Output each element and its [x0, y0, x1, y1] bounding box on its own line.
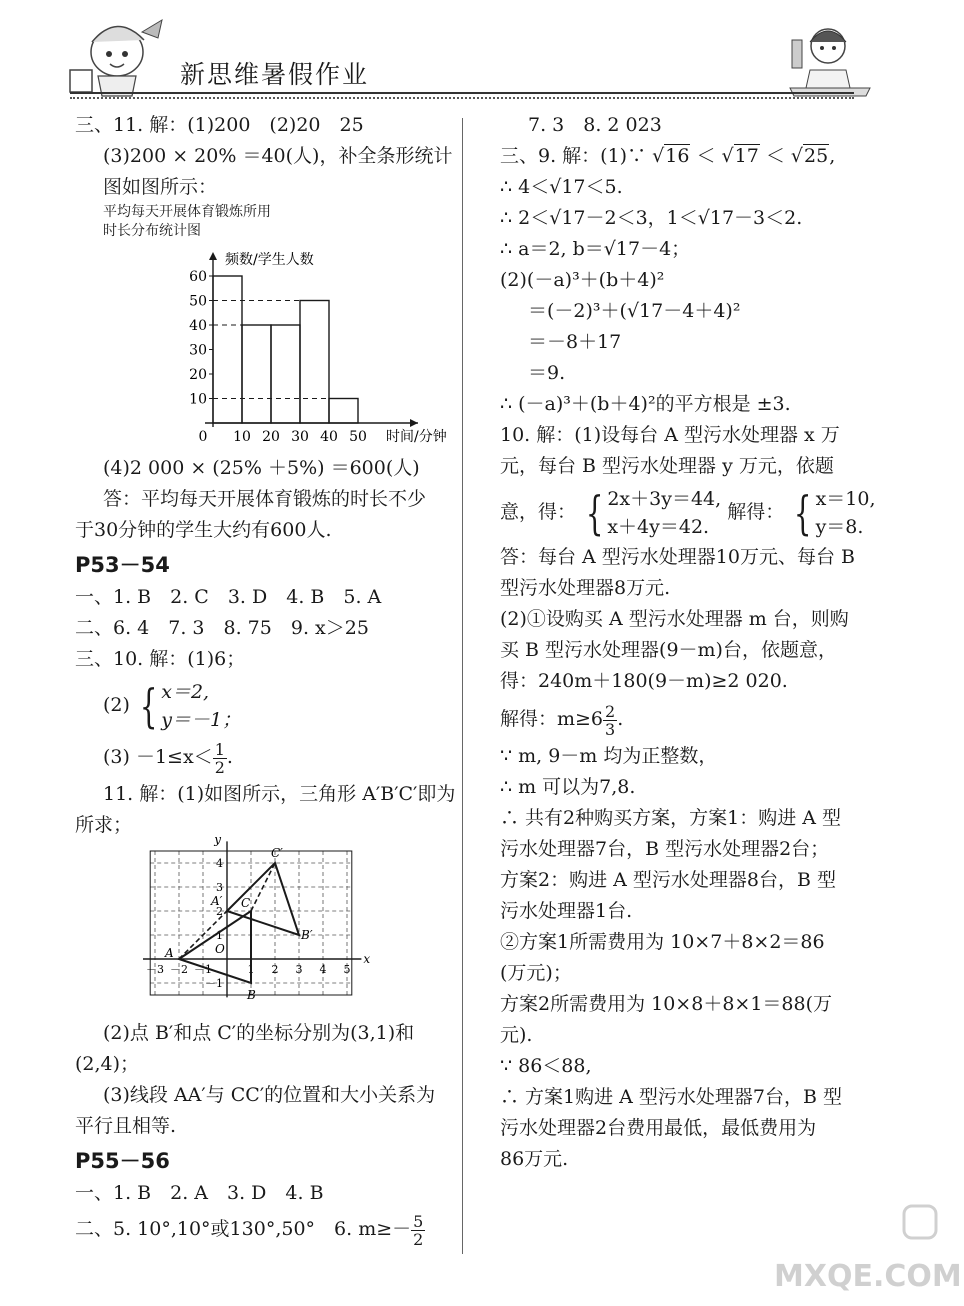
r-line-2: ∴ 4＜√17＜5.: [500, 176, 623, 198]
coordinate-plane: [146, 832, 397, 1012]
brace-icon: {: [794, 486, 812, 540]
p53-part1: 一、1. B 2. C 3. D 4. B 5. A: [75, 586, 382, 608]
header-dotted-rule: [70, 97, 854, 99]
x-tick-label: －1: [194, 963, 212, 976]
equation-system: [136, 678, 241, 734]
r-line-26: (万元)；: [500, 962, 572, 984]
r-line-31: 污水处理器2台费用最低，最低费用为: [500, 1117, 817, 1139]
triangle-A1B1C1: [227, 863, 299, 935]
page-title: 新思维暑假作业: [180, 60, 370, 89]
r-line-21: ∴ 共有2种购买方案，方案1：购进 A 型: [500, 807, 842, 829]
chart-title-line1: 平均每天开展体育锻炼所用: [103, 204, 271, 220]
p55-part2-text: 二、5. 10°,10°或130°,50° 6. m≥－: [75, 1218, 412, 1240]
y-tick-label: －1: [205, 977, 223, 990]
bar-chart: [103, 241, 447, 453]
p55-part1: 一、1. B 2. A 3. D 4. B: [75, 1182, 324, 1204]
r-line-16: 买 B 型污水处理器(9－m)台，依题意，: [500, 639, 837, 661]
x-tick-label: 50: [349, 429, 367, 445]
p53-q10-part2-label: (2): [103, 694, 130, 716]
r-line-7: ＝－8＋17: [528, 331, 622, 353]
x-tick-label: －3: [146, 963, 164, 976]
x-tick-label: 0: [198, 429, 208, 445]
x-tick-label: 20: [262, 429, 280, 445]
equation-system: { 2x＋3y＝44, x＋4y＝42.: [585, 486, 722, 540]
right-column: [500, 110, 880, 1175]
watermark-logo: [754, 1196, 962, 1296]
q11-part4: (4)2 000 × (25% ＋5%) ＝600(人): [103, 457, 420, 479]
y-tick-label: 1: [216, 929, 223, 942]
r-line-22: 污水处理器7台，B 型污水处理器2台；: [500, 838, 830, 860]
x-tick-label: 3: [295, 963, 303, 976]
left-column: [75, 110, 460, 1249]
p53-q11-part3-line2: 平行且相等.: [75, 1115, 177, 1137]
watermark-text: MXQE.COM: [774, 1259, 962, 1294]
p53-q11-line1: 11. 解：(1)如图所示，三角形 A′B′C′即为: [103, 783, 456, 805]
answer-line1: 答：平均每天开展体育锻炼的时长不少: [103, 488, 427, 510]
r-line-3: ∴ 2＜√17－2＜3，1＜√17－3＜2.: [500, 207, 803, 229]
point-label-A1: A′: [211, 894, 223, 908]
q11-part3-line2: 图如图所示：: [103, 176, 218, 198]
r-line-18: 解得：m≥6 $\frac{2}{3}$ .: [500, 701, 624, 739]
r-line-28: 元).: [500, 1024, 533, 1046]
r-line-10: 10. 解：(1)设每台 A 型污水处理器 x 万: [500, 424, 840, 446]
r-line-27: 方案2所需费用为 10×8＋8×1＝88(万: [500, 993, 832, 1015]
brace-icon: {: [585, 486, 604, 540]
r-line-29: ∵ 86＜88,: [500, 1055, 592, 1077]
x-tick-label: 5: [343, 963, 351, 976]
point-label-B: B: [247, 988, 256, 1002]
r-line-32: 86万元.: [500, 1148, 569, 1170]
r-line-14: 型污水处理器8万元.: [500, 577, 671, 599]
r-line-1: 三、9. 解：(1)∵ √16 ＜ √17 ＜ √25,: [500, 145, 836, 167]
fraction-half: $\frac{1}{2}$: [214, 739, 225, 777]
x-axis-arrow: [410, 419, 418, 427]
mascot-boy-illustration: [62, 12, 172, 97]
inequality-text: (3) －1≤x＜: [103, 746, 213, 768]
r-line-6: ＝(－2)³＋(√17－4＋4)²: [528, 300, 741, 322]
r-line-0: 7. 3 8. 2 023: [528, 114, 662, 136]
r-line-25: ②方案1所需费用为 10×7＋8×2＝86: [500, 931, 825, 953]
point-label-B1: B′: [301, 928, 313, 942]
y-tick-label: 2: [216, 905, 223, 918]
histogram-bar: [213, 276, 242, 423]
histogram-bar: [329, 399, 358, 424]
y-tick-label: 50: [189, 293, 207, 310]
header-rule: [70, 92, 854, 94]
r-line-24: 污水处理器1台.: [500, 900, 633, 922]
x-tick-label: 40: [320, 429, 338, 445]
brace-icon: {: [139, 679, 158, 733]
y-tick-label: 20: [189, 367, 207, 383]
x-axis-label: 时间/分钟: [386, 429, 447, 445]
y-axis-name: y: [214, 832, 221, 847]
y-axis-label: 频数/学生人数: [225, 252, 314, 268]
mascot-girl-illustration: [780, 18, 880, 98]
p53-part3: 三、10. 解：(1)6；: [75, 648, 246, 670]
p53-part2: 二、6. 4 7. 3 8. 75 9. x＞25: [75, 617, 369, 639]
q11-heading: 三、11. 解：(1)200 (2)20 25: [75, 114, 364, 136]
x-tick-label: 30: [291, 429, 309, 445]
x-tick-label: －2: [170, 963, 188, 976]
system-row-2: y＝－1；: [161, 709, 242, 731]
r-line-13: 答：每台 A 型污水处理器10万元、每台 B: [500, 546, 855, 568]
y-tick-label: 4: [216, 857, 223, 870]
point-label-A: A: [165, 946, 174, 960]
r-line-11: 元，每台 B 型污水处理器 y 万元，依题: [500, 455, 834, 477]
histogram-bar: [300, 301, 329, 424]
r-line-23: 方案2：购进 A 型污水处理器8台，B 型: [500, 869, 836, 891]
solution-system: { x＝10, y＝8.: [794, 486, 876, 540]
p53-q10-part3: (3) －1≤x＜ $\frac{1}{2}$ .: [103, 739, 233, 777]
y-axis-arrow: [209, 252, 217, 260]
q11-part3-line1: (3)200 × 20% ＝40(人)，补全条形统计: [103, 145, 453, 167]
r-line-8: ＝9.: [528, 362, 566, 384]
p53-q11-part3-line1: (3)线段 AA′与 CC′的位置和大小关系为: [103, 1084, 436, 1106]
r-line-30: ∴ 方案1购进 A 型污水处理器7台，B 型: [500, 1086, 843, 1108]
r-line-17: 得：240m＋180(9－m)≥2 020.: [500, 670, 788, 692]
x-tick-label: 4: [319, 963, 327, 976]
y-tick-label: 10: [189, 391, 207, 408]
p53-q11-part2-line2: (2,4)；: [75, 1053, 140, 1075]
bar-chart-figure: [103, 203, 447, 453]
y-tick-label: 60: [189, 269, 207, 285]
r-line-15: (2)①设购买 A 型污水处理器 m 台，则购: [500, 608, 849, 630]
point-label-O: O: [215, 942, 225, 956]
r-line-20: ∴ m 可以为7,8.: [500, 776, 636, 798]
section-heading-p55: P55－56: [75, 1149, 170, 1173]
r-line-12: 意，得： { 2x＋3y＝44, x＋4y＝42. 解得： { x＝10, y＝8.: [500, 486, 876, 540]
point-label-C: C: [241, 896, 251, 910]
x-axis-name: x: [363, 952, 371, 966]
point-label-C1: C′: [271, 846, 283, 860]
r-line-5: (2)(－a)³＋(b＋4)²: [500, 269, 665, 291]
p53-q10-part2: [75, 675, 460, 735]
column-divider: [462, 118, 463, 1254]
p53-q11-part2-line1: (2)点 B′和点 C′的坐标分别为(3,1)和: [103, 1022, 415, 1044]
x-tick-label: 2: [271, 963, 279, 976]
y-tick-label: 40: [189, 318, 207, 334]
x-tick-label: 1: [247, 963, 255, 976]
x-tick-label: 10: [233, 429, 251, 445]
p53-q11-line2: 所求；: [75, 814, 133, 836]
chart-title-line2: 时长分布统计图: [103, 223, 201, 239]
y-tick-label: 30: [189, 342, 207, 359]
coordinate-grid-figure: [146, 832, 397, 1012]
page-header: [0, 0, 964, 105]
p55-part2: [75, 1209, 460, 1249]
answer-line2: 于30分钟的学生大约有600人.: [75, 519, 332, 541]
r-line-19: ∵ m, 9－m 均为正整数，: [500, 745, 718, 767]
fraction-two-thirds: $\frac{2}{3}$: [605, 701, 616, 739]
y-tick-label: 3: [216, 881, 223, 894]
system-row-1: x＝2,: [161, 681, 210, 703]
r-line-4: ∴ a＝2, b＝√17－4；: [500, 238, 691, 260]
r-line-9: ∴ (－a)³＋(b＋4)²的平方根是 ±3.: [500, 393, 791, 415]
histogram-bar: [271, 325, 300, 423]
histogram-bar: [242, 325, 271, 423]
fraction-five-halves: $\frac{5}{2}$: [413, 1211, 424, 1249]
section-heading-p53: P53－54: [75, 553, 170, 577]
